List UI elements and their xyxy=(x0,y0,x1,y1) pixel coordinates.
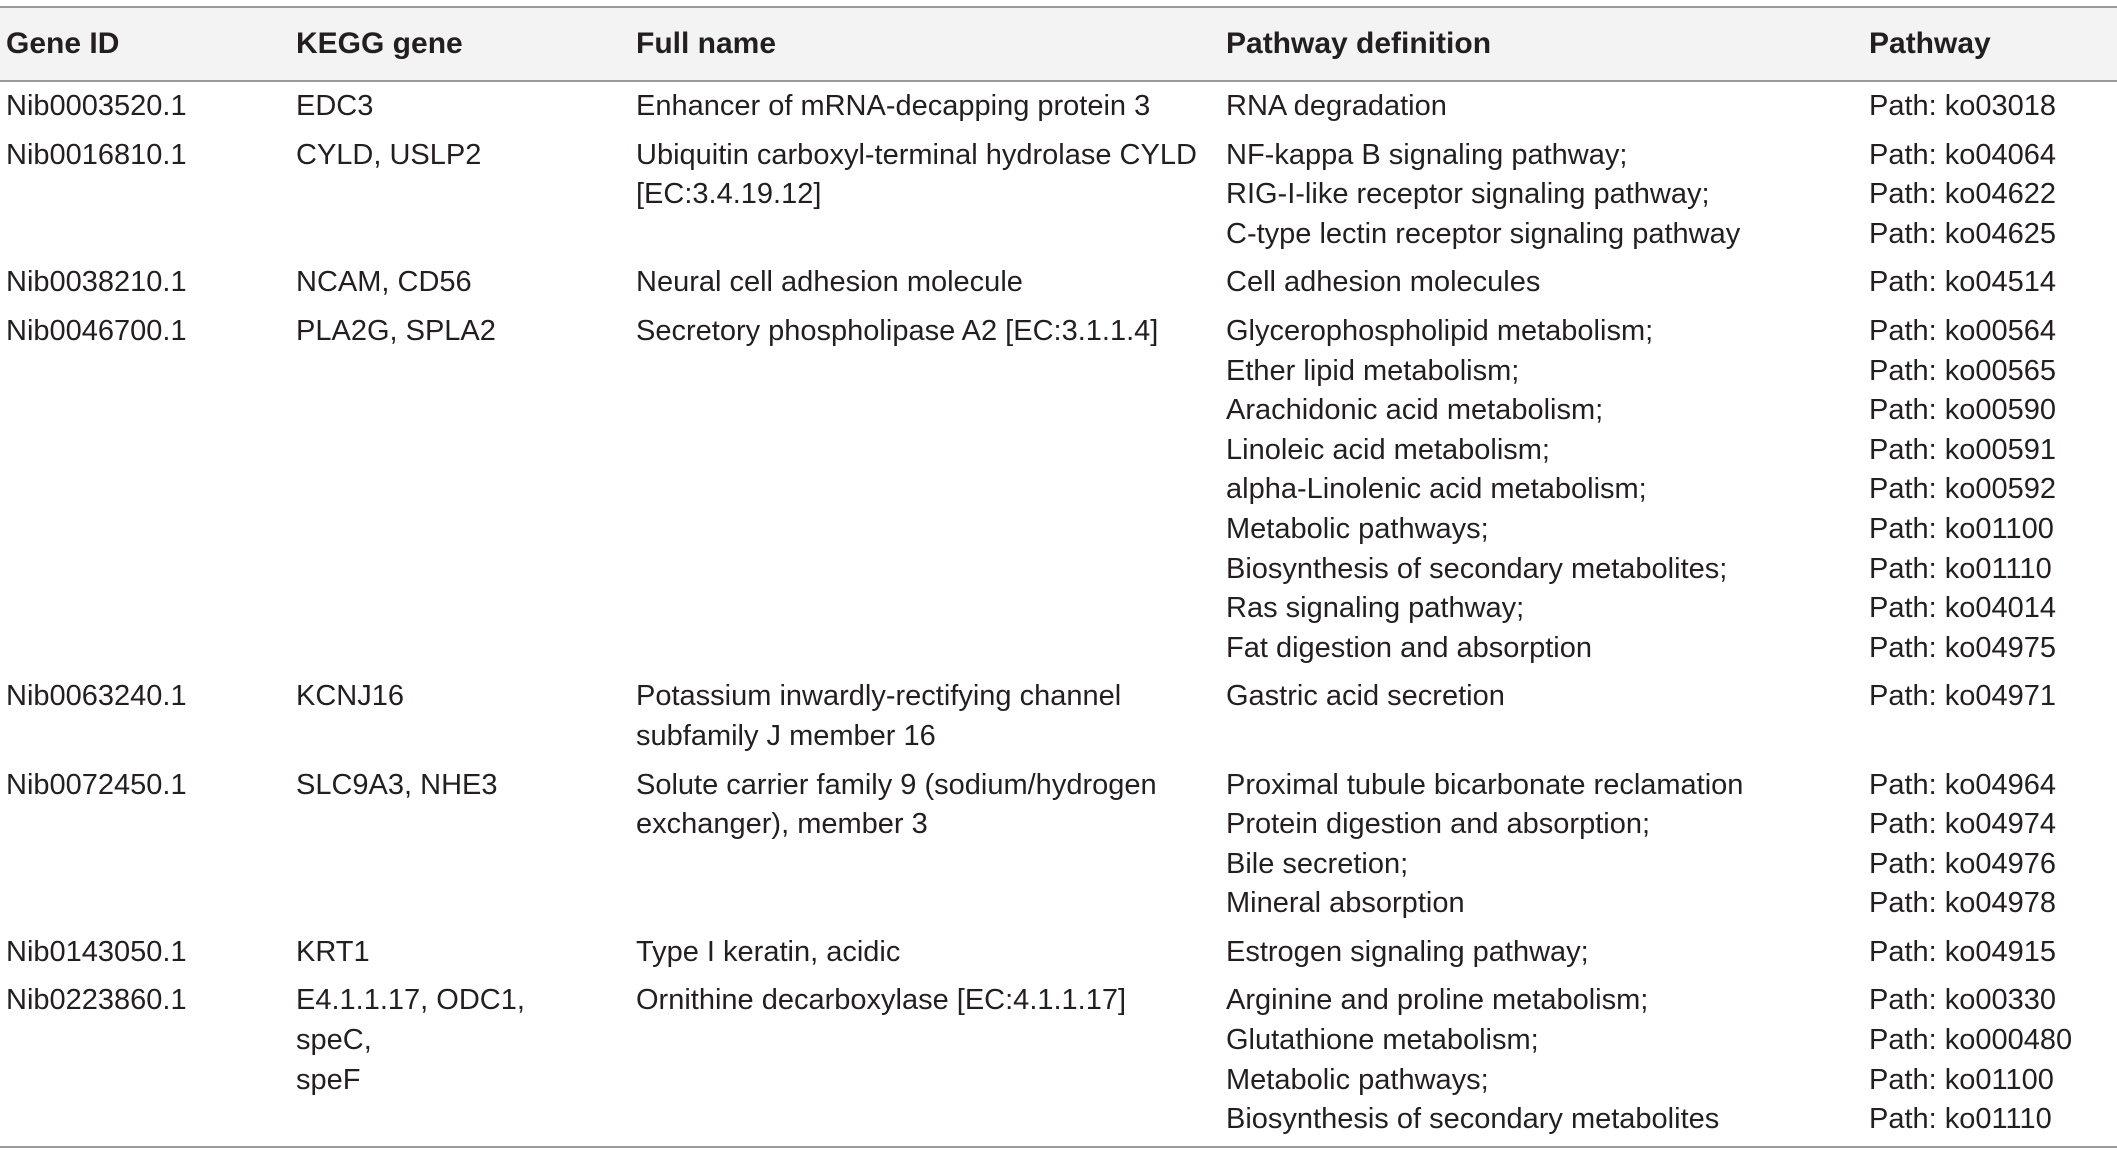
header-kegg-gene: KEGG gene xyxy=(296,27,463,60)
cell-pathway xyxy=(1869,263,2117,303)
cell-full-name-line: Ornithine decarboxylase [EC:4.1.1.17] xyxy=(636,984,1127,1017)
cell-pathway-definition xyxy=(1226,312,1869,668)
cell-pathway-definition-line: Linoleic acid metabolism; xyxy=(1226,433,1550,466)
cell-pathway-definition-line: Ether lipid metabolism; xyxy=(1226,354,1520,387)
cell-pathway-definition xyxy=(1226,677,1869,756)
cell-full-name xyxy=(636,263,1226,303)
cell-kegg-gene-line: PLA2G, SPLA2 xyxy=(296,314,496,347)
cell-pathway-definition-line: Protein digestion and absorption; xyxy=(1226,808,1651,841)
cell-pathway-line: Path: ko04622 xyxy=(1869,178,2057,211)
cell-kegg-gene xyxy=(296,312,636,668)
cell-kegg-gene-line: speC, xyxy=(296,1024,372,1057)
cell-pathway-definition-line: Proximal tubule bicarbonate reclamation xyxy=(1226,768,1744,801)
cell-pathway-definition-line: Arachidonic acid metabolism; xyxy=(1226,394,1604,427)
cell-full-name-line: exchanger), member 3 xyxy=(636,808,928,841)
cell-pathway-definition-line: Glutathione metabolism; xyxy=(1226,1024,1539,1057)
cell-gene-id-text: Nib0072450.1 xyxy=(6,768,187,801)
cell-pathway-definition-line: Glycerophospholipid metabolism; xyxy=(1226,314,1654,347)
cell-pathway-definition xyxy=(1226,766,1869,924)
cell-pathway-line: Path: ko00565 xyxy=(1869,354,2057,387)
cell-full-name-line: [EC:3.4.19.12] xyxy=(636,178,822,211)
cell-kegg-gene-line: NCAM, CD56 xyxy=(296,266,472,299)
cell-gene-id-text: Nib0063240.1 xyxy=(6,680,187,713)
cell-pathway-line: Path: ko04064 xyxy=(1869,138,2057,171)
cell-pathway-line: Path: ko04964 xyxy=(1869,768,2057,801)
cell-pathway-definition-line: Fat digestion and absorption xyxy=(1226,631,1592,664)
cell-full-name-line: Enhancer of mRNA-decapping protein 3 xyxy=(636,90,1151,122)
cell-full-name xyxy=(636,136,1226,255)
cell-pathway-definition-line: RIG-I-like receptor signaling pathway; xyxy=(1226,178,1710,211)
cell-pathway-definition xyxy=(1226,136,1869,255)
cell-pathway xyxy=(1869,136,2117,255)
cell-full-name xyxy=(636,766,1226,924)
table-row xyxy=(0,307,2117,672)
cell-pathway-line: Path: ko04625 xyxy=(1869,217,2057,250)
cell-pathway-definition-line: C-type lectin receptor signaling pathway xyxy=(1226,217,1741,250)
cell-kegg-gene xyxy=(296,677,636,756)
cell-full-name-line: Solute carrier family 9 (sodium/hydrogen xyxy=(636,768,1157,801)
cell-kegg-gene xyxy=(296,87,636,127)
cell-pathway-definition-line: Mineral absorption xyxy=(1226,887,1465,920)
cell-kegg-gene-line: speF xyxy=(296,1063,361,1096)
cell-pathway-definition-line: RNA degradation xyxy=(1226,90,1447,122)
cell-pathway-line: Path: ko04978 xyxy=(1869,887,2057,920)
cell-pathway-definition-line: Bile secretion; xyxy=(1226,847,1409,880)
cell-gene-id xyxy=(0,263,296,303)
cell-gene-id xyxy=(0,933,296,973)
cell-kegg-gene-line: CYLD, USLP2 xyxy=(296,138,482,171)
cell-kegg-gene-line: KCNJ16 xyxy=(296,680,404,713)
cell-pathway-line: Path: ko00591 xyxy=(1869,433,2057,466)
header-gene-id: Gene ID xyxy=(6,27,120,60)
cell-pathway-line: Path: ko01110 xyxy=(1869,1103,2052,1136)
cell-gene-id-text: Nib0016810.1 xyxy=(6,138,187,171)
cell-kegg-gene-line: KRT1 xyxy=(296,935,370,968)
header-pathway-definition: Pathway definition xyxy=(1226,27,1492,60)
cell-kegg-gene-line: SLC9A3, NHE3 xyxy=(296,768,498,801)
cell-kegg-gene xyxy=(296,981,636,1139)
cell-pathway-line: Path: ko00564 xyxy=(1869,314,2057,347)
cell-pathway xyxy=(1869,766,2117,924)
cell-full-name-line: subfamily J member 16 xyxy=(636,719,936,752)
gene-pathway-table xyxy=(0,6,2117,1148)
cell-pathway-definition-line: alpha-Linolenic acid metabolism; xyxy=(1226,473,1647,506)
cell-pathway-definition-line: Arginine and proline metabolism; xyxy=(1226,984,1649,1017)
cell-kegg-gene-line: EDC3 xyxy=(296,90,374,122)
cell-pathway-definition xyxy=(1226,263,1869,303)
cell-pathway xyxy=(1869,87,2117,127)
cell-pathway-line: Path: ko04915 xyxy=(1869,935,2057,968)
cell-pathway-definition-line: Metabolic pathways; xyxy=(1226,1063,1489,1096)
cell-pathway-line: Path: ko04971 xyxy=(1869,680,2057,713)
table-row xyxy=(0,258,2117,307)
cell-full-name xyxy=(636,933,1226,973)
table-bottom-rule xyxy=(0,1146,2117,1148)
table-row xyxy=(0,761,2117,928)
cell-pathway-line: Path: ko00590 xyxy=(1869,394,2057,427)
cell-gene-id-text: Nib0223860.1 xyxy=(6,984,187,1017)
cell-pathway-line: Path: ko03018 xyxy=(1869,90,2057,122)
cell-gene-id-text: Nib0143050.1 xyxy=(6,935,187,968)
cell-pathway-line: Path: ko04975 xyxy=(1869,631,2057,664)
cell-pathway-line: Path: ko01100 xyxy=(1869,512,2054,545)
cell-gene-id xyxy=(0,87,296,127)
cell-pathway-line: Path: ko04976 xyxy=(1869,847,2057,880)
cell-gene-id-text: Nib0003520.1 xyxy=(6,90,187,122)
cell-kegg-gene xyxy=(296,263,636,303)
cell-pathway-definition xyxy=(1226,981,1869,1139)
cell-gene-id xyxy=(0,981,296,1139)
cell-gene-id-text: Nib0046700.1 xyxy=(6,314,187,347)
cell-kegg-gene xyxy=(296,933,636,973)
table-row xyxy=(0,131,2117,259)
table-row xyxy=(0,928,2117,977)
cell-gene-id-text: Nib0038210.1 xyxy=(6,266,187,299)
cell-pathway xyxy=(1869,312,2117,668)
table-row xyxy=(0,672,2117,760)
cell-pathway-definition-line: Ras signaling pathway; xyxy=(1226,592,1525,625)
cell-pathway-line: Path: ko01110 xyxy=(1869,552,2052,585)
cell-pathway-definition-line: Biosynthesis of secondary metabolites; xyxy=(1226,552,1728,585)
cell-pathway-definition xyxy=(1226,933,1869,973)
cell-pathway-line: Path: ko000480 xyxy=(1869,1024,2073,1057)
cell-full-name xyxy=(636,312,1226,668)
cell-pathway-definition-line: Gastric acid secretion xyxy=(1226,680,1505,713)
cell-pathway-definition-line: Estrogen signaling pathway; xyxy=(1226,935,1589,968)
table-header-row xyxy=(0,8,2117,80)
cell-pathway-definition-line: Metabolic pathways; xyxy=(1226,512,1489,545)
cell-full-name xyxy=(636,87,1226,127)
cell-gene-id xyxy=(0,677,296,756)
cell-full-name xyxy=(636,981,1226,1139)
cell-full-name-line: Potassium inwardly-rectifying channel xyxy=(636,680,1122,713)
cell-full-name-line: Neural cell adhesion molecule xyxy=(636,266,1023,299)
cell-full-name-line: Type I keratin, acidic xyxy=(636,935,901,968)
cell-pathway xyxy=(1869,677,2117,756)
cell-pathway-line: Path: ko04014 xyxy=(1869,592,2057,625)
table-body xyxy=(0,82,2117,1144)
header-full-name: Full name xyxy=(636,27,777,60)
cell-gene-id xyxy=(0,136,296,255)
cell-pathway-definition xyxy=(1226,87,1869,127)
table-row xyxy=(0,976,2117,1143)
cell-pathway-line: Path: ko00592 xyxy=(1869,473,2057,506)
cell-pathway-line: Path: ko04514 xyxy=(1869,266,2057,299)
cell-kegg-gene-line: E4.1.1.17, ODC1, xyxy=(296,984,525,1017)
cell-pathway-line: Path: ko01100 xyxy=(1869,1063,2054,1096)
cell-pathway xyxy=(1869,981,2117,1139)
cell-kegg-gene xyxy=(296,766,636,924)
cell-pathway-definition-line: NF-kappa B signaling pathway; xyxy=(1226,138,1628,171)
cell-gene-id xyxy=(0,766,296,924)
cell-full-name-line: Ubiquitin carboxyl-terminal hydrolase CYLD xyxy=(636,138,1197,171)
cell-pathway-definition-line: Biosynthesis of secondary metabolites xyxy=(1226,1103,1720,1136)
cell-full-name-line: Secretory phospholipase A2 [EC:3.1.1.4] xyxy=(636,314,1159,347)
cell-pathway-line: Path: ko00330 xyxy=(1869,984,2057,1017)
cell-full-name xyxy=(636,677,1226,756)
cell-gene-id xyxy=(0,312,296,668)
cell-pathway xyxy=(1869,933,2117,973)
cell-pathway-line: Path: ko04974 xyxy=(1869,808,2057,841)
cell-pathway-definition-line: Cell adhesion molecules xyxy=(1226,266,1541,299)
table-row xyxy=(0,82,2117,131)
cell-kegg-gene xyxy=(296,136,636,255)
header-pathway: Pathway xyxy=(1869,27,1991,60)
